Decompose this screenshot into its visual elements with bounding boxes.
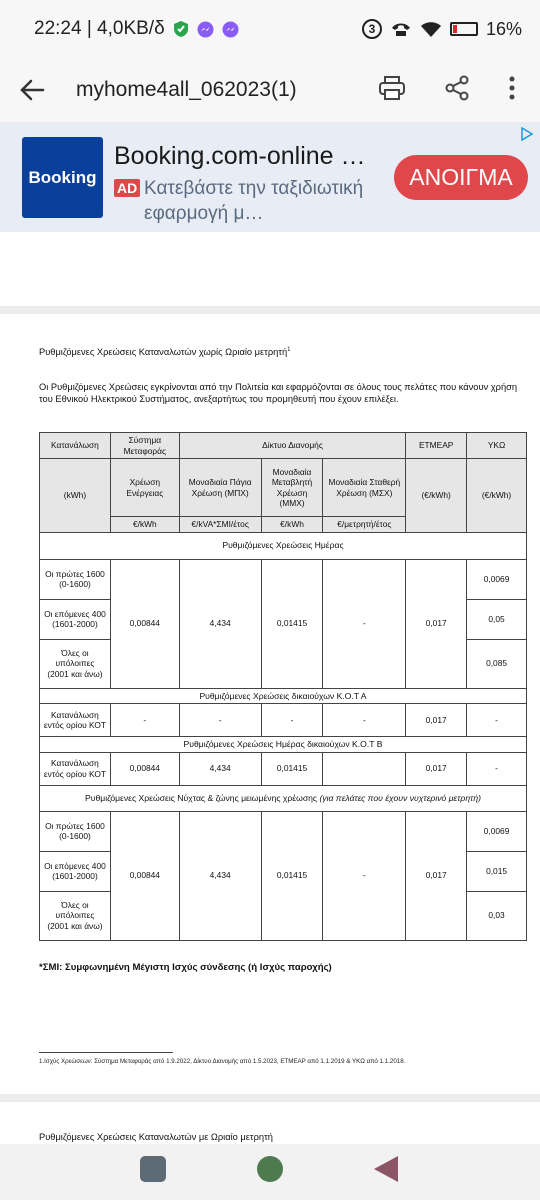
footnote: 1.Ισχύς Χρεώσεων: Σύστημα Μεταφοράς από 1.9.2022, Δίκτυο Διανομής από 1.5.2023, ΕΤΜΕΑΡ από 1.1.2019 & ΥΚΩ από 1.1.2018. <box>39 1058 406 1065</box>
recent-apps-icon[interactable] <box>140 1156 166 1182</box>
pdf-page-next[interactable] <box>0 1094 540 1144</box>
ad-banner[interactable] <box>0 122 540 232</box>
booking-logo[interactable]: Booking <box>22 137 103 218</box>
wifi-icon <box>420 20 442 38</box>
group-kotb-label: Ρυθμιζόμενες Χρεώσεις Ημέρας δικαιούχων Κ.Ο.Τ Β <box>40 737 527 753</box>
kotb-label: Κατανάλωση εντός ορίου ΚΟΤ <box>40 752 111 785</box>
ad-open-button[interactable]: ΑΝΟΙΓΜΑ <box>394 155 528 200</box>
messenger-icon <box>222 21 239 38</box>
kotb-mpx: 4,434 <box>179 752 261 785</box>
night-tier1-range: (0-1600) <box>59 831 91 841</box>
previous-page-bottom <box>0 232 540 306</box>
system-nav-bar <box>0 1144 540 1200</box>
group-night-main: Ρυθμιζόμενες Χρεώσεις Νύχτας & ζώνης μειωμένης χρέωσης <box>85 792 318 803</box>
messenger-icon <box>197 21 214 38</box>
ad-title[interactable]: Booking.com-online … <box>114 142 366 170</box>
kota-etmear: 0,017 <box>406 704 467 737</box>
kota-label: Κατανάλωση εντός ορίου ΚΟΤ <box>40 704 111 737</box>
tier2-label <box>40 599 111 639</box>
night-tier1-text: Οι πρώτες 1600 <box>45 820 105 831</box>
group-day-label: Ρυθμιζόμενες Χρεώσεις Ημέρας <box>40 532 527 559</box>
header-mpx: Μοναδιαία Πάγια Χρέωση (ΜΠΧ) <box>179 459 261 517</box>
night-tier2-text: Οι επόμενες 400 <box>44 860 106 871</box>
tier3-label <box>40 639 111 688</box>
kota-yko: - <box>467 704 527 737</box>
kota-msx: - <box>323 704 406 737</box>
table-header-row-2 <box>40 459 527 517</box>
intro-paragraph: Οι Ρυθμιζόμενες Χρεώσεις εγκρίνονται από την Πολιτεία και εφαρμόζονται σε όλους τους πελάτες που κάνουν χρήση του Εθνικού Ηλεκτρικού Συστήματος, ανεξαρτήτως του προμηθευτή που έχουν επιλέξει. <box>39 382 518 404</box>
unit-mmx: €/kWh <box>261 517 323 533</box>
night-yko-tier3: 0,03 <box>467 891 527 940</box>
kota-energy: - <box>110 704 179 737</box>
battery-icon <box>450 22 478 36</box>
back-icon[interactable] <box>374 1156 398 1182</box>
tier2-text: Οι επόμενες 400 <box>44 608 106 619</box>
night-tier2-range: (1601-2000) <box>52 871 98 881</box>
ad-choices-icon[interactable] <box>520 127 534 141</box>
tier1-range: (0-1600) <box>59 579 91 589</box>
header-etmear: ΕΤΜΕΑΡ <box>406 433 467 459</box>
smi-note: *ΣΜΙ: Συμφωνημένη Μέγιστη Ισχύς σύνδεσης (ή Ισχύς παροχής) <box>39 962 332 973</box>
section-title-footnote-mark: 1 <box>287 347 291 353</box>
footnote-divider <box>39 1052 173 1053</box>
kotb-msx <box>323 752 406 785</box>
header-consumption: Κατανάλωση <box>40 433 111 459</box>
tier3-range: (2001 και άνω) <box>47 668 103 679</box>
notification-count-badge: 3 <box>362 19 382 39</box>
day-mpx: 4,434 <box>179 559 261 688</box>
header-energy-charge: Χρέωση Ενέργειας <box>110 459 179 517</box>
day-yko-tier3: 0,085 <box>467 639 527 688</box>
table-row <box>40 559 527 599</box>
header-unit-yko: (€/kWh) <box>467 459 527 533</box>
night-msx: - <box>323 811 406 940</box>
more-vert-icon[interactable] <box>508 75 516 106</box>
shield-check-icon <box>173 20 189 38</box>
kota-mmx: - <box>261 704 323 737</box>
unit-msx: €/μετρητή/έτος <box>323 517 406 533</box>
header-mmx: Μοναδιαία Μεταβλητή Χρέωση (ΜΜΧ) <box>261 459 323 517</box>
tier1-label <box>40 559 111 599</box>
header-unit-etmear: (€/kWh) <box>406 459 467 533</box>
share-icon[interactable] <box>444 75 470 106</box>
kotb-energy: 0,00844 <box>110 752 179 785</box>
day-msx: - <box>323 559 406 688</box>
ad-label-badge: AD <box>114 179 140 197</box>
print-icon[interactable] <box>378 75 406 106</box>
table-row <box>40 752 527 785</box>
status-left <box>34 18 239 40</box>
header-transmission: Σύστημα Μεταφοράς <box>110 433 179 459</box>
ad-description: Κατεβάστε την ταξιδιωτική εφαρμογή μ… <box>144 178 364 224</box>
battery-percent: 16% <box>485 18 522 39</box>
next-section-title: Ρυθμιζόμενες Χρεώσεις Καταναλωτών με Ωριαίο μετρητή <box>39 1132 273 1142</box>
unit-mpx: €/kVA*ΣΜΙ/έτος <box>179 517 261 533</box>
day-yko-tier2: 0,05 <box>467 599 527 639</box>
night-mmx: 0,01415 <box>261 811 323 940</box>
group-night-label <box>40 785 527 811</box>
night-yko-tier2: 0,015 <box>467 851 527 891</box>
night-tier1-label <box>40 811 111 851</box>
night-yko-tier1: 0,0069 <box>467 811 527 851</box>
pdf-page[interactable] <box>0 306 540 1094</box>
back-arrow-icon[interactable] <box>18 76 46 104</box>
fees-table <box>39 432 527 941</box>
group-row-night <box>40 785 527 811</box>
header-msx: Μοναδιαία Σταθερή Χρέωση (ΜΣΧ) <box>323 459 406 517</box>
kotb-yko: - <box>467 752 527 785</box>
day-etmear: 0,017 <box>406 559 467 688</box>
section-title <box>39 347 290 357</box>
status-time-speed: 22:24 | 4,0KB/δ <box>34 18 165 39</box>
home-icon[interactable] <box>257 1156 283 1182</box>
group-kota-label: Ρυθμιζόμενες Χρεώσεις δικαιούχων Κ.Ο.Τ Α <box>40 688 527 704</box>
document-title: myhome4all_062023(1) <box>76 78 297 101</box>
status-bar <box>0 0 540 58</box>
unit-energy: €/kWh <box>110 517 179 533</box>
app-bar <box>0 58 540 122</box>
status-right <box>362 19 522 40</box>
kotb-mmx: 0,01415 <box>261 752 323 785</box>
header-unit-kwh: (kWh) <box>40 459 111 533</box>
group-row-day <box>40 532 527 559</box>
night-etmear: 0,017 <box>406 811 467 940</box>
tier2-range: (1601-2000) <box>52 619 98 629</box>
day-energy: 0,00844 <box>110 559 179 688</box>
night-mpx: 4,434 <box>179 811 261 940</box>
header-yko: ΥΚΩ <box>467 433 527 459</box>
night-energy: 0,00844 <box>110 811 179 940</box>
day-mmx: 0,01415 <box>261 559 323 688</box>
header-distribution: Δίκτυο Διανομής <box>179 433 405 459</box>
table-row <box>40 704 527 737</box>
app-actions <box>378 75 516 106</box>
night-tier3-range: (2001 και άνω) <box>47 920 103 931</box>
night-tier2-label <box>40 851 111 891</box>
group-row-kota <box>40 688 527 704</box>
battery-level-fill <box>453 25 457 33</box>
night-tier3-text: Όλες οι υπόλοιπες <box>55 899 95 921</box>
group-row-kotb <box>40 737 527 753</box>
kota-mpx: - <box>179 704 261 737</box>
kotb-etmear: 0,017 <box>406 752 467 785</box>
table-header-row-1 <box>40 433 527 459</box>
group-night-note: (για πελάτες που έχουν νυχτερινό μετρητή) <box>319 792 481 803</box>
table-row <box>40 811 527 851</box>
day-yko-tier1: 0,0069 <box>467 559 527 599</box>
section-title-text: Ρυθμιζόμενες Χρεώσεις Καταναλωτών χωρίς Ωριαίο μετρητή <box>39 347 288 358</box>
night-tier3-label <box>40 891 111 940</box>
tier1-text: Οι πρώτες 1600 <box>45 568 105 579</box>
tier3-text: Όλες οι υπόλοιπες <box>55 647 95 669</box>
call-icon <box>390 20 412 38</box>
